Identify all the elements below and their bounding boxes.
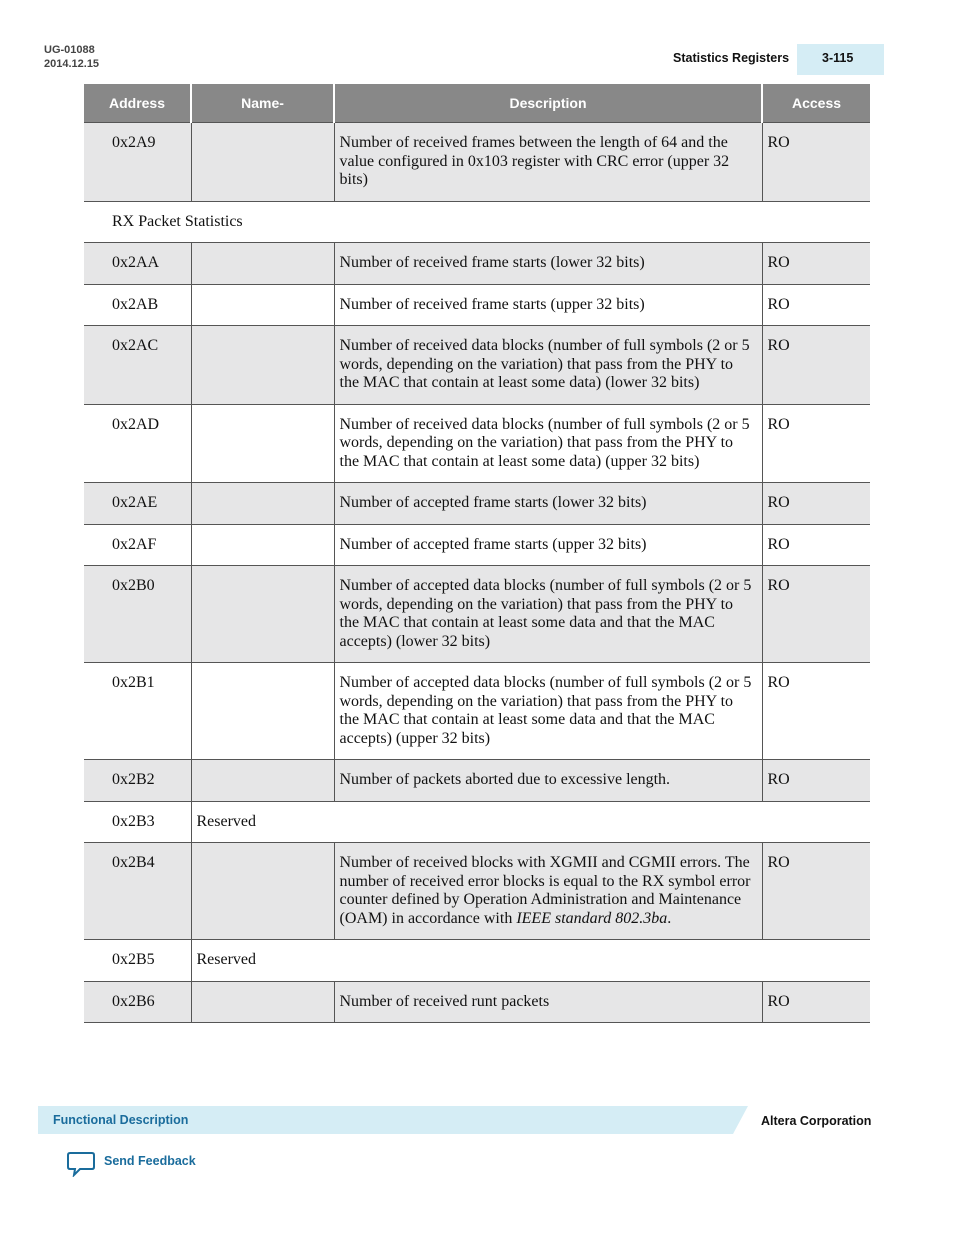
name-cell — [191, 483, 334, 525]
name-cell — [191, 981, 334, 1023]
description-cell — [334, 524, 762, 566]
access-cell: RO — [762, 404, 870, 483]
description-cell — [334, 566, 762, 663]
description-tail: . — [667, 909, 672, 927]
table-row — [84, 404, 870, 483]
functional-description-link[interactable]: Functional Description — [53, 1113, 189, 1127]
name-cell — [191, 404, 334, 483]
address-cell: 0x2AF — [84, 524, 191, 566]
page-number: 3-115 — [822, 51, 854, 65]
description-cell — [334, 843, 762, 940]
address-cell: 0x2B4 — [84, 843, 191, 940]
description-text: Number of accepted frame starts (lower 32 bits) — [339, 494, 647, 511]
description-text: Number of received frame starts (lower 32 bits) — [339, 254, 645, 271]
name-cell — [191, 284, 334, 326]
send-feedback-link[interactable]: Send Feedback — [104, 1154, 196, 1168]
doc-id-block — [44, 43, 99, 71]
description-cell — [334, 284, 762, 326]
address-cell: 0x2B5 — [84, 940, 191, 982]
address-cell: 0x2B1 — [84, 663, 191, 760]
description-text: Number of accepted data blocks (number of full symbols (2 or 5 words, depending on the variation) that pass from the PHY to the MAC that contain at least some data and that the MAC accepts) (lower 32 bits) — [339, 577, 752, 650]
doc-number: UG-01088 — [44, 44, 95, 56]
address-cell: 0x2AD — [84, 404, 191, 483]
page-number-tab — [797, 44, 884, 75]
access-cell: RO — [762, 326, 870, 405]
register-table — [84, 84, 870, 1023]
section-title: Statistics Registers — [673, 51, 790, 65]
access-cell: RO — [762, 566, 870, 663]
col-header-access: Access — [762, 84, 870, 123]
description-text: Number of accepted frame starts (upper 32 bits) — [339, 535, 647, 553]
description-cell — [334, 243, 762, 285]
description-text: Number of received blocks with XGMII and CGMII errors. The number of received error blocks is equal to the RX symbol error counter defined by Operation Administration and Maintenance (OAM) in accordance with — [339, 854, 751, 927]
access-cell: RO — [762, 524, 870, 566]
speech-bubble-icon[interactable] — [66, 1151, 96, 1177]
access-cell: RO — [762, 663, 870, 760]
section-label: RX Packet Statistics — [84, 201, 870, 243]
address-cell: 0x2AE — [84, 483, 191, 525]
access-cell: RO — [762, 284, 870, 326]
doc-date: 2014.12.15 — [44, 58, 100, 70]
address-cell: 0x2AB — [84, 284, 191, 326]
address-cell: 0x2AA — [84, 243, 191, 285]
name-cell — [191, 524, 334, 566]
table-body — [84, 123, 870, 1023]
address-cell: 0x2A9 — [84, 123, 191, 202]
access-cell: RO — [762, 483, 870, 525]
section-row — [84, 201, 870, 243]
name-cell — [191, 760, 334, 802]
description-text: Number of received runt packets — [339, 992, 550, 1010]
table-header-row — [84, 84, 870, 123]
table-row — [84, 243, 870, 285]
description-cell — [334, 326, 762, 405]
table-row — [84, 843, 870, 940]
col-header-address: Address — [84, 84, 191, 123]
description-text: Number of packets aborted due to excessive length. — [339, 771, 671, 788]
access-cell: RO — [762, 243, 870, 285]
access-cell: RO — [762, 123, 870, 202]
table-row — [84, 326, 870, 405]
name-cell — [191, 663, 334, 760]
description-cell — [334, 981, 762, 1023]
access-cell: RO — [762, 760, 870, 802]
table-row — [84, 123, 870, 202]
address-cell: 0x2B2 — [84, 760, 191, 802]
name-cell — [191, 123, 334, 202]
table-row — [84, 524, 870, 566]
table-row — [84, 760, 870, 802]
table-row — [84, 284, 870, 326]
description-cell — [334, 123, 762, 202]
table-row — [84, 483, 870, 525]
description-cell — [334, 760, 762, 802]
address-cell: 0x2B6 — [84, 981, 191, 1023]
description-cell — [334, 404, 762, 483]
description-text: Number of received data blocks (number of full symbols (2 or 5 words, depending on the variation) that pass from the PHY to the MAC that contain at least some data) (upper 32 bits) — [339, 415, 750, 470]
name-cell — [191, 243, 334, 285]
description-cell — [334, 483, 762, 525]
description-emphasis: IEEE standard 802.3ba — [516, 909, 668, 927]
address-cell: 0x2AC — [84, 326, 191, 405]
access-cell: RO — [762, 981, 870, 1023]
address-cell: 0x2B0 — [84, 566, 191, 663]
table-row-reserved — [84, 940, 870, 982]
description-text: Number of received data blocks (number of full symbols (2 or 5 words, depending on the variation) that pass from the PHY to the MAC that contain at least some data) (lower 32 bits) — [339, 337, 750, 391]
name-cell: Reserved — [191, 801, 870, 843]
name-cell: Reserved — [191, 940, 870, 982]
table-row — [84, 566, 870, 663]
access-cell: RO — [762, 843, 870, 940]
company-name: Altera Corporation — [761, 1114, 872, 1128]
name-cell — [191, 843, 334, 940]
description-cell — [334, 663, 762, 760]
table-row-reserved — [84, 801, 870, 843]
description-text: Number of received frame starts (upper 32 bits) — [339, 295, 645, 313]
address-cell: 0x2B3 — [84, 801, 191, 843]
description-text: Number of accepted data blocks (number of full symbols (2 or 5 words, depending on the variation) that pass from the PHY to the MAC that contain at least some data and that the MAC accepts) (upper 32 bits) — [339, 674, 752, 747]
col-header-description: Description — [334, 84, 762, 123]
col-header-name: Name- — [191, 84, 334, 123]
table-row — [84, 663, 870, 760]
table-row — [84, 981, 870, 1023]
name-cell — [191, 326, 334, 405]
name-cell — [191, 566, 334, 663]
description-text: Number of received frames between the length of 64 and the value configured in 0x103 register with CRC error (upper 32 bits) — [339, 134, 730, 188]
